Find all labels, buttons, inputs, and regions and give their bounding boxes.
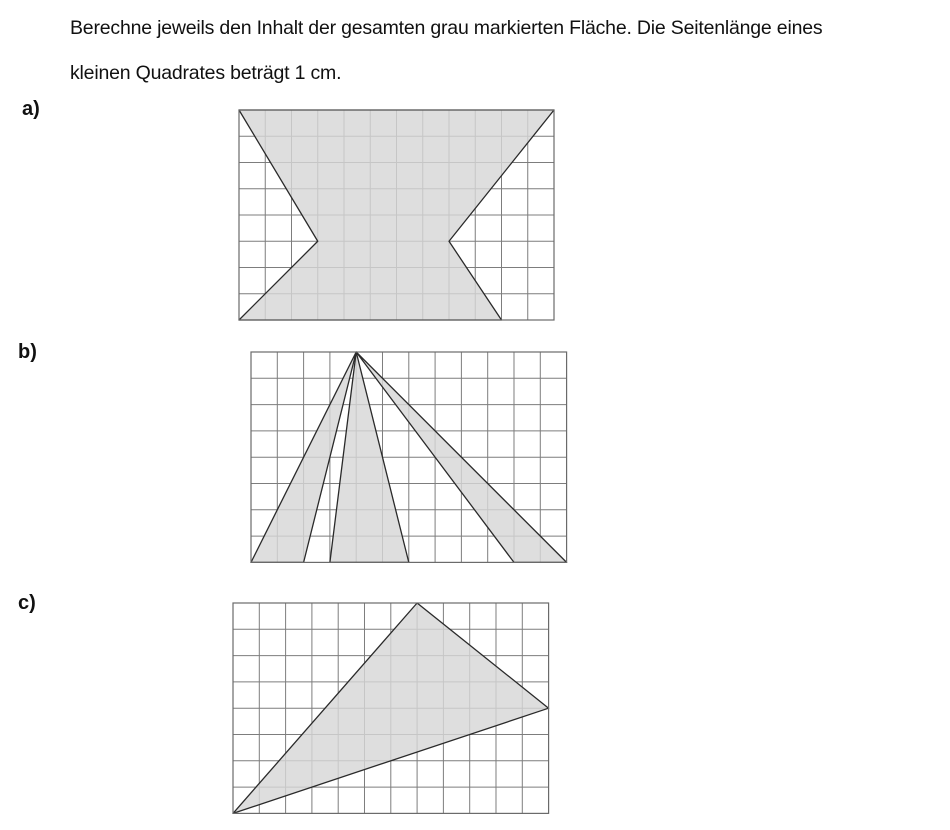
figure-c [233, 603, 549, 813]
task-instruction [70, 6, 945, 96]
task-b-label: b) [18, 341, 37, 363]
task-a-label: a) [22, 98, 40, 120]
instruction-line-1: Berechne jeweils den Inhalt der gesamten grau markierten Fläche. Die Seitenlänge eines [70, 17, 823, 39]
figure-a [239, 110, 554, 320]
task-c-label: c) [18, 592, 36, 614]
instruction-line-2: kleinen Quadrates beträgt 1 cm. [70, 62, 342, 84]
figure-b [251, 352, 567, 562]
